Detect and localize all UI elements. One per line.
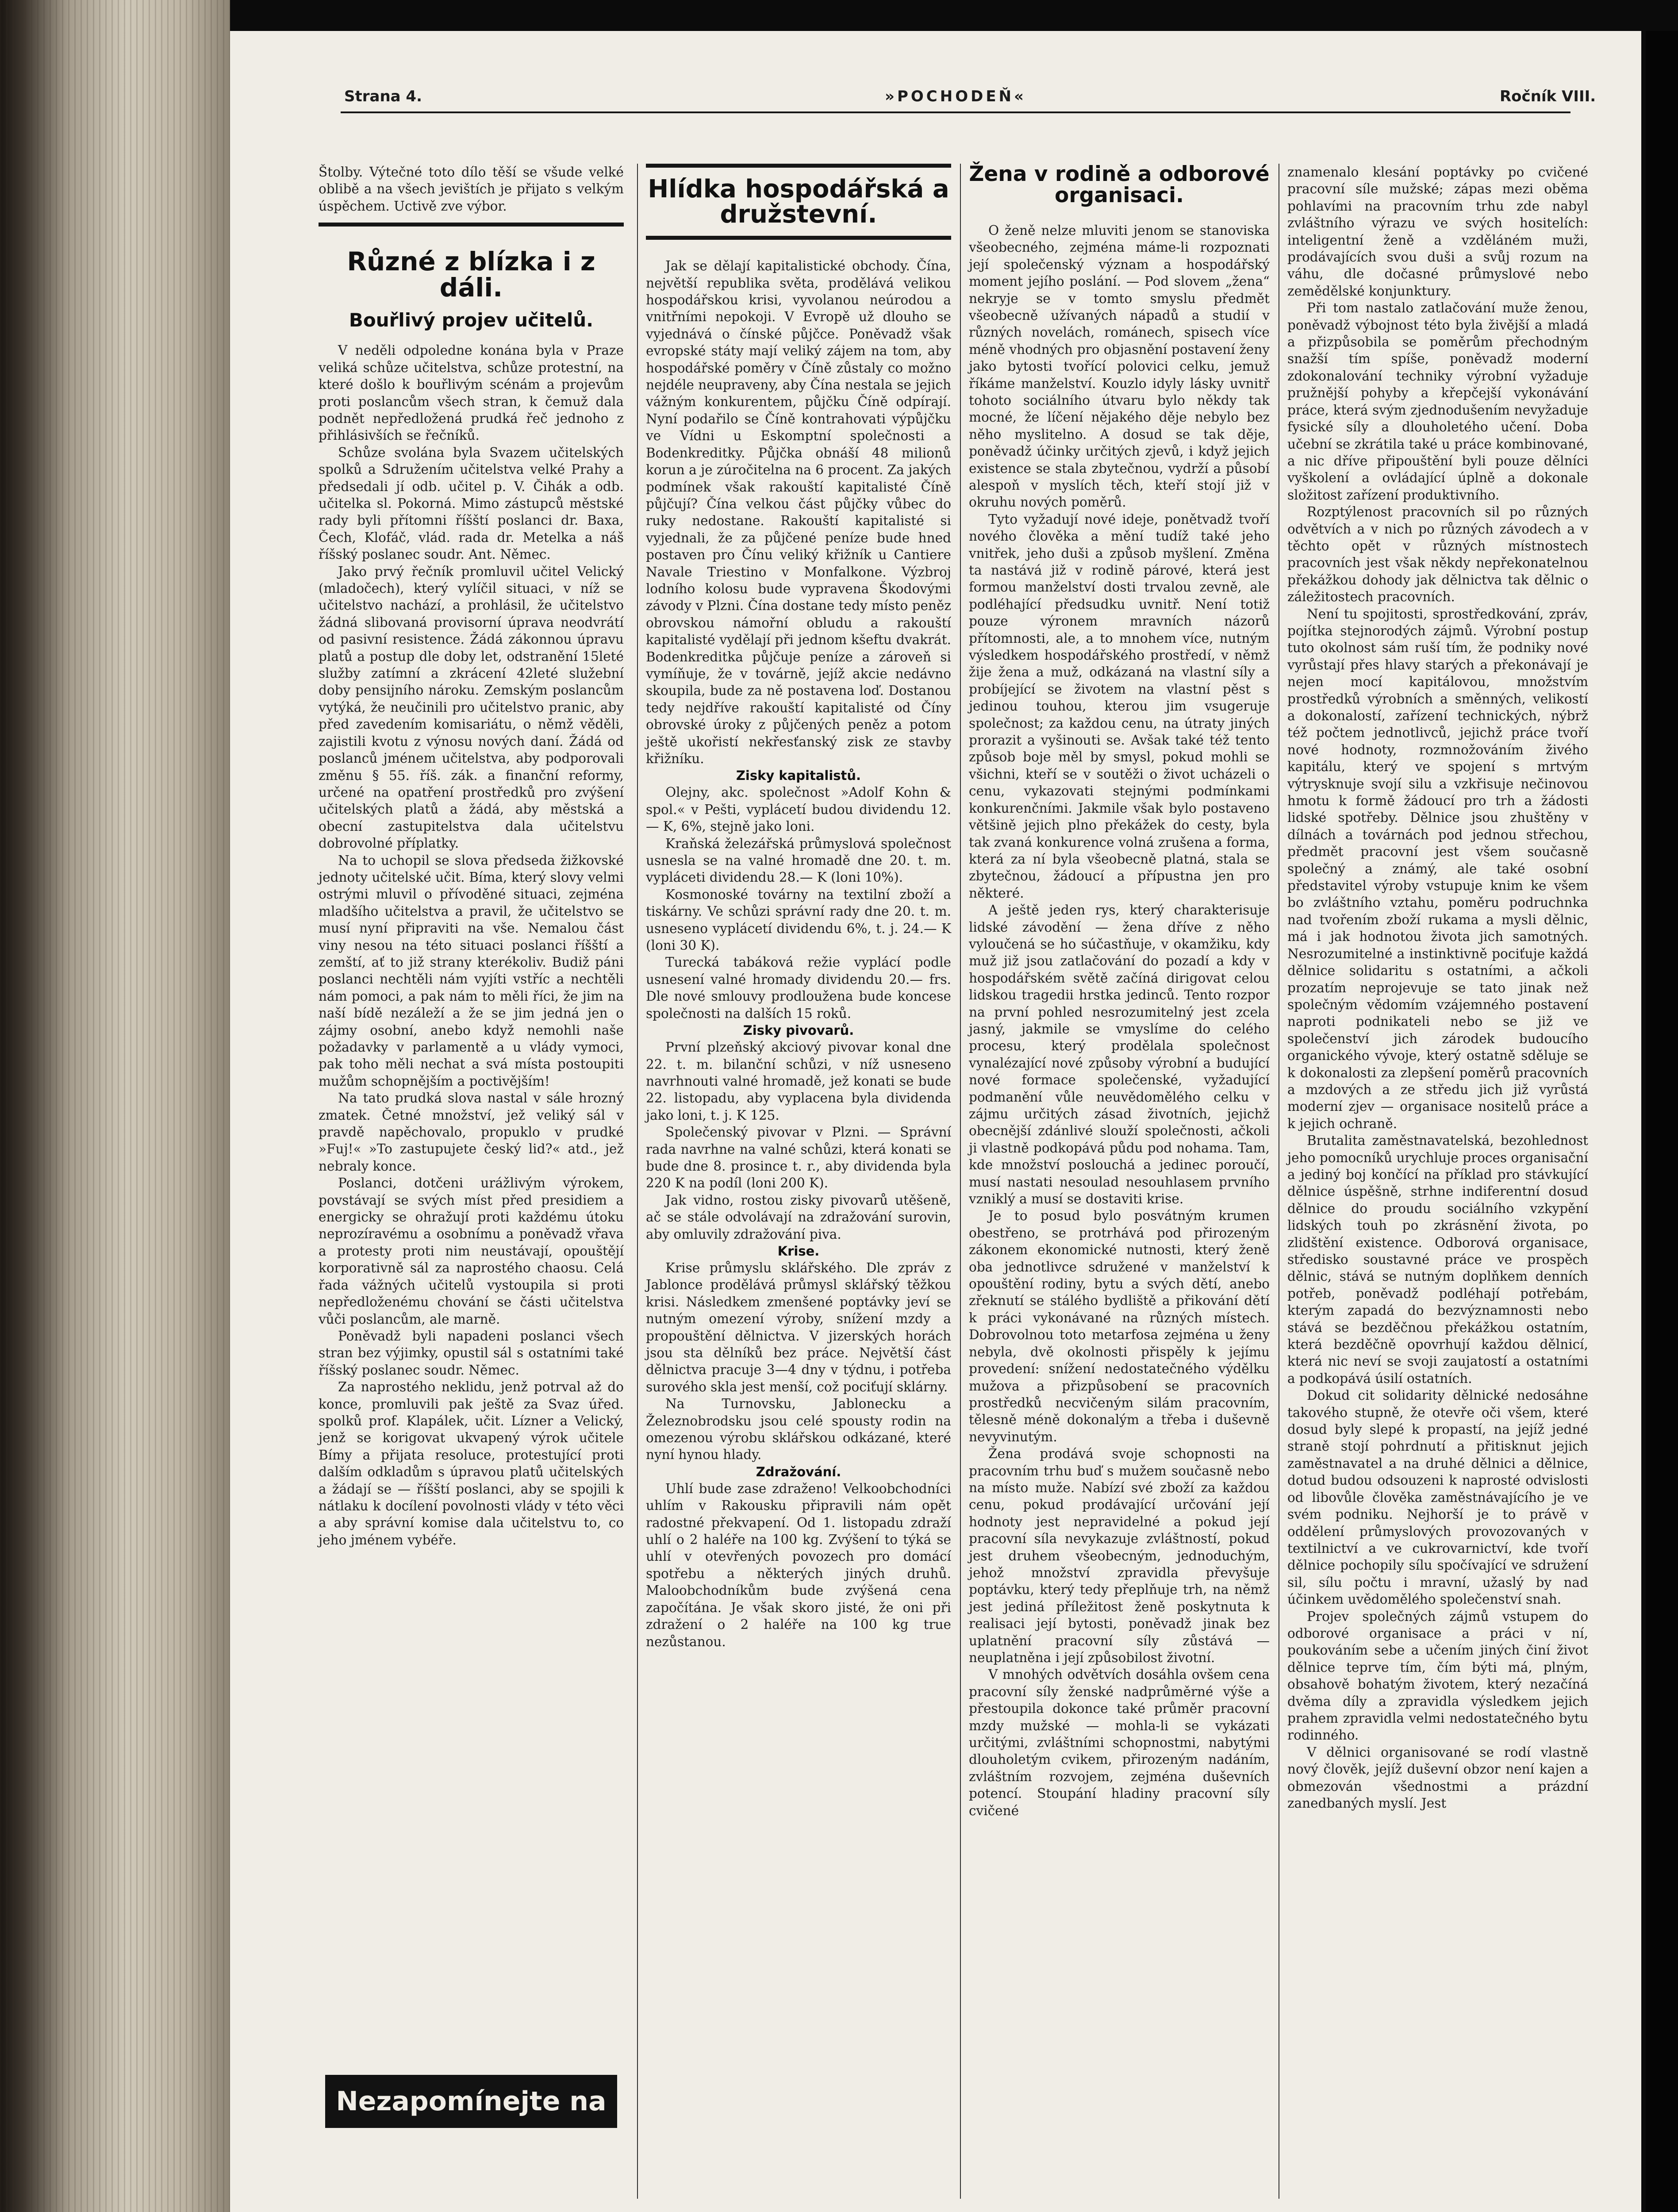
paragraph: Na to uchopil se slova předseda žižkovské jednoty učitelské učit. Bíma, který slovy velmi ostrými mluvil o přívoděné situaci, zejména mladšího učitelstva a pravil, že učitelstvo se musí nyní připraviti na vše. Nemalou část viny nesou na této situaci poslanci říšští a zemští, ať to již strany kterékoliv. Budiž páni poslanci nechtěli nám vyjíti vstříc a nechtěli nám pomoci, a pak nám to měli říci, že jim na naší bídě nezáleží a že se jim jedná jen o zájmy osobní, anebo když nemohli naše požadavky v parlamentě a u vlády vymoci, pak toho měli nechat a svá místa postoupiti mužům schopnějším a poctivějším! — [319, 853, 624, 1089]
subheading: Zdražování. — [756, 1464, 841, 1479]
paragraph: Jak vidno, rostou zisky pivovarů utěšeně, ač se stále odvolávají na zdražování surovin, aby omluvily zdražování piva. — [646, 1192, 951, 1242]
section-rule — [646, 236, 951, 240]
paragraph: Společenský pivovar v Plzni. — Správní rada navrhne na valné schůzi, která konati se bude dne 8. prosince t. r., aby dividenda byla 220 K na podíl (loni 200 K). — [646, 1125, 951, 1191]
paragraph: A ještě jeden rys, který charakterisuje lidské závodění — žena dříve z něho vyloučená se ho súčastňuje, v okamžiku, kdy muž již jsou zatlačování do pozadí a kdy v hospodářském světě začíná dirigovat celou lidskou tragedii hrstka jedinců. Tento rozpor na první pohled nesrozumitelný jest zcela jasný, jakmile se vmyslíme do celého procesu, který prodělala společnost vynalézající nové způsoby výrobní a budující nové formace společenské, vyžadující podmanění vůle neuvědomělého celku v zájmu určitých zásad životních, jejichž obecnější zdánlivé slouží společnosti, ačkoli ji vlastně podkopává půdu pod nohama. Tam, kde množství poslouchá a jedinec poroučí, musí nastati nesoulad nesouhlasem prvního vzniklý a musí se dostaviti krise. — [969, 902, 1270, 1207]
column-2 — [646, 164, 951, 1650]
advert-banner: Nezapomínejte na milion! — [325, 2075, 617, 2128]
paragraph: První plzeňský akciový pivovar konal dne 22. t. m. bilanční schůzi, v níž usneseno navrhnouti valné hromadě, jež konati se bude 22. listopadu, aby vyplacena byla dividenda jako loni, t. j. K 125. — [646, 1040, 951, 1123]
paragraph: Krise průmyslu sklářského. Dle zpráv z Jablonce prodělává průmysl sklářský těžkou krisi. Následkem zmenšené poptávky jeví se nutným omezení výroby, snížení mzdy a propouštění dělnictva. V jizerských horách jsou sta dělníků bez práce. Největší část dělnictva pracuje 3—4 dny v týdnu, i potřeba surového skla jest menší, což pociťují sklárny. — [646, 1260, 951, 1394]
header-rule — [341, 111, 1570, 113]
paragraph: Kosmonoské továrny na textilní zboží a tiskárny. Ve schůzi správní rady dne 20. t. m. usneseno vyplácetí dividendu 6%, t. j. 24.— K (loni 30 K). — [646, 887, 951, 953]
paragraph: V dělnici organisované se rodí vlastně nový člověk, jejíž duševní obzor není kajen a obmezován všednostmi a prázdní zanedbaných myslí. Jest — [1287, 1744, 1588, 1811]
section-rule — [319, 223, 624, 227]
column-rule — [637, 164, 638, 2199]
paragraph: Uhlí bude zase zdraženo! Velkoobchodníci uhlím v Rakousku připravili nám opět radostné překvapení. Od 1. listopadu zdraží uhlí o 2 haléře na 100 kg. Zvýšení to týká se uhlí v otevřených povozech pro domácí spotřebu a některých jiných druhů. Maloobchodníkům bude zvýšená cena započítána. Je však skoro jisté, že oni při zdražení o 2 haléře na 100 kg true nezůstanou. — [646, 1481, 951, 1649]
paragraph: Olejny, akc. společnost »Adolf Kohn & spol.« v Pešti, vyplácetí budou dividendu 12.— K, 6%, stejně jako loni. — [646, 785, 951, 834]
paragraph: Projev společných zájmů vstupem do odborové organisace a práci v ní, poukováním sebe a učením jiných činí život dělnice teprve tím, čím býti má, plným, obsahově bohatým životem, který nezačíná dvěma díly a zpravidla výsledkem jejich prahem zpravidla velmi nedostatečného bytu rodinného. — [1287, 1609, 1588, 1743]
paragraph: Poslanci, dotčeni urážlivým výrokem, povstávají se svých míst před presidiem a energicky se ohražují proti každému útoku neprozíravému a osobnímu a poněvadž vřava a protesty proti nim neustávají, opouštějí korporativně sál za naprostého chaosu. Celá řada vážných učitelů vystoupila si proti nepředloženému chování se části učitelstva vůči poslancům, ale marně. — [319, 1175, 624, 1327]
closing-paragraph: Štolby. Výtečné toto dílo těší se všude velké oblibě a na všech jevištích je přijato s velkým úspěchem. Uctivě zve výbor. — [319, 165, 624, 214]
volume-number: Ročník VIII. — [1500, 88, 1596, 105]
paragraph: O ženě nelze mluviti jenom se stanoviska všeobecného, zejména máme-li rozpoznati její společenský význam a hospodářský moment jejího poslání. — Pod slovem „žena“ nekryje se v tomto smyslu předmět všeobecně užívaných nápadů a studií v různých novelách, románech, spisech více méně vhodných pro objasnění postavení ženy jako bytosti tvořící polovici celku, jemuž říkáme manželství. Kouzlo idyly lásky uvnitř tohoto sociálního útvaru bylo někdy tak mocné, že líčení nějakého děje nebylo bez něho myslitelno. A dosud se tak děje, poněvadž účinky určitých zjevů, i když jejich existence se stala zbytečnou, vydrží a působí alespoň v myslích těch, kteří stojí již v okruhu nových poměrů. — [969, 223, 1270, 510]
paragraph: Na Turnovsku, Jablonecku a Železnobrodsku jsou celé spousty rodin na omezenou výrobu sklářskou odkázané, které nyní hynou hlady. — [646, 1396, 951, 1463]
paragraph: V neděli odpoledne konána byla v Praze veliká schůze učitelstva, schůze protestní, na které došlo k bouřlivým scénám a projevům proti poslancům všech stran, k čemuž dala podnět nepředložená prudká řeč jednoho z přihlásivších se řečníků. — [319, 343, 624, 443]
paragraph: Rozptýlenost pracovních sil po různých odvětvích a v nich po různých závodech a v těchto opět v různých místnostech pracovních jest však někdy nepřekonatelnou překážkou dohody jak dělnictva tak dělnic o záležitostech pracovních. — [1287, 504, 1588, 605]
column-4 — [1287, 164, 1588, 1812]
paragraph: Při tom nastalo zatlačování muže ženou, poněvadž výbojnost této byla živější a mladá a přizpůsobila se poměrům přechodným snažší tím spíše, poněvadž moderní zdokonalování techniky výrobní vyžaduje pružnější pohyby a křepčejší vykonávání práce, která svým zjednodušením nevyžaduje fysické síly a dlouholetého učení. Doba učební se zkrátila také u práce kombinované, a nic dříve připouštění byli pouze dělníci vyškolení a ovládající úplně a dokonale složitost zařízení produktivního. — [1287, 300, 1588, 503]
section-rule — [646, 164, 951, 168]
paragraph: Je to posud bylo posvátným krumen obestřeno, se protrhává pod přirozeným zákonem ekonomické nutnosti, který ženě oba jednotlivce sdružené v manželství k opouštění rodiny, bytu a svých dětí, anebo zřeknutí se stálého bydliště a přikování dětí k práci vykonávané na různých místech. Dobrovolnou toto metarfosa zejména u ženy nebyla, dvě okolnosti přispěly k jejímu provedení: snížení nedostatečného výdělku mužova a přizpůsobení se pracovních prostředků necvičeným silám pracovním, tělesně méně dokonalým a třeba i duševně nevyvinutým. — [969, 1208, 1270, 1444]
paragraph: Není tu spojitosti, sprostředkování, zpráv, pojítka stejnorodých zájmů. Výrobní postup tuto okolnost sám ruší tím, že podniky nové vyrůstají přes hlavy starých a překonávají je nejen mocí kapitálovou, množstvím prostředků výrobních a směnných, velikostí a dokonalostí, zařízení technických, nýbrž též počtem jednotlivců, jejichž práce tvoří nové hodnoty, rozmnožováním živého kapitálu, který ve spojení s mrtvým výtrysknuje svojí silu a vzkřisuje nečinovou hmotu k formě žádoucí pro trh a žádosti lidské spotřeby. Dělnice jsou zhuštěny v dílnách a továrnách pod jednou střechou, předmět pracovní jest všem současně společný a známý, ale také osobní představitel výroby vstupuje knim ke všem bo zvláštního vztahu, poměru podruchnka nad tvořením zboží rukama a mysli dělnic, má i jak hodnotou života jich samotných. Nesrozumitelné a instinktivně pociťuje každá dělnice solidaritu s ostatními, a ačkoli prozatím neprojevuje se tato jinak než společným vědomím vzájemného postavení naproti podnikateli nebo se již ve společenství jich zárodek budoucího organického vývoje, který ostatně sděluje se k dokonalosti za zlepšení poměrů pracovních a mzdových a ze středu jich již vyrůstá moderní zjev — organisace nositelů práce a k jejich ochraně. — [1287, 606, 1588, 1131]
paragraph: Žena prodává svoje schopnosti na pracovním trhu buď s mužem současně nebo na místo muže. Nabízí své zboží za každou cenu, pokud prodávající určování její hodnoty jest nepravidelné a pokud její pracovní síla nevykazuje zvláštností, pokud jest druhem všeobecným, jednoduchým, jehož množství zpravidla převyšuje poptávku, který tedy přeplňuje trh, na němž jest jediná příležitost ženě poskytnuta k realisaci její bytosti, poněvadž jinak bez uplatnění pracovní síly zůstává — neuplatněna i její způsobilost životní. — [969, 1446, 1270, 1665]
article-headline: Hlídka hospodářská a družstevní. — [648, 175, 949, 229]
paragraph: Brutalita zaměstnavatelská, bezohlednost jeho pomocníků urychluje proces organisační a jediný boj končící na příklad pro stávkující dělnice úspěšně, strhne indiferentní dosud dělnice do proudu sociálního vzkypění lidských touh po zkrásnění života, po zlidštění existence. Odborová organisace, středisko soustavné práce ve prospěch dělnic, stává se nutným doplňkem denních potřeb, poněvadž podléhají potřebám, kterým zapadá do bezvýznamnosti nebo stává se bezděčnou překážkou ostatním, která bezděčně opovrhují každou dělnicí, která nic neví se svoji zaujatostí a ostatními a podkopává úsilí ostatních. — [1287, 1133, 1588, 1386]
paragraph: Jako prvý řečník promluvil učitel Velický (mladočech), který vylíčil situaci, v níž se učitelstvo nachází, a prohlásil, že učitelstvo žádná slibovaná provisorní úprava neodvrátí od pasivní resistence. Žádá zákonnou úpravu platů a postup dle doby let, odstranění 15leté služby zatímní a zkrácení 42leté služební doby pensijního nároku. Zemským poslancům vytýká, že neučinili pro učitelstvo pranic, aby před zavedením komisariátu, o němž věděli, zajistili kvotu z výnosu nových daní. Žádá od poslanců jménem učitelstva, aby podporovali změnu § 55. říš. zák. a finanční reformy, určené na opatření prostředků pro zvýšení učitelských platů a žádá, aby městská a obecní zastupitelstva dala učitelstvu dobrovolné příplatky. — [319, 564, 624, 851]
article-headline: Bouřlivý projev učitelů. — [349, 309, 594, 331]
paragraph: Za naprostého neklidu, jenž potrval až do konce, promluvili pak ještě za Svaz úřed. spolků prof. Klapálek, učit. Lízner a Velický, jenž se korigovat ukvapený výrok učitele Bímy a přijata resoluce, protestující proti dalším odkladům s úpravou platů učitelských a žádají se — říšští poslanci, aby se spojili k nátlaku k docílení povolnosti vlády v této věci a aby správní komise dala učitelstvu to, co jeho jménem vybéře. — [319, 1379, 624, 1548]
subheading: Krise. — [777, 1243, 820, 1259]
column-rule — [960, 164, 961, 2199]
paragraph: Na tato prudká slova nastal v sále hrozný zmatek. Četné množství, jež veliký sál v pravdě napěchovalo, propuklo v prudké »Fuj!« »To zastupujete český lid?« atd., jež nebraly konce. — [319, 1091, 624, 1174]
subheading: Zisky pivovarů. — [743, 1023, 854, 1038]
paragraph: Dokud cit solidarity dělnické nedosáhne takového stupně, že otevře oči všem, které dosud byly slepé k propastí, na jejíž jedné straně stojí pohrdnutí a přitisknut jejich zaměstnavatel a na druhé dělnici a dělnice, dotud budou odsouzeni k naprosté odvislosti od libovůle člověka zaměstnávajícího je ve svém podniku. Nejhorší je to právě v oddělení průmyslových provozovaných v textilnictví a ve cukrovarnictví, kde tvoří dělnice pochopily sílu spočívající ve sdružení sil, sílu počtu i mravní, užaslý by nad účinkem uvědomělého společenství snah. — [1287, 1388, 1588, 1607]
subheading: Zisky kapitalistů. — [736, 768, 861, 783]
paragraph: Kraňská železářská průmyslová společnost usnesla se na valné hromadě dne 20. t. m. vypláceti dividendu 28.— K (loni 10%). — [646, 836, 951, 885]
page-number: Strana 4. — [344, 88, 422, 105]
column-1 — [319, 164, 624, 1548]
paragraph: Tyto vyžadují nové ideje, ponětvadž tvoří nového člověka a mění tudíž také jeho vnitřek, jeho duši a způsob myšlení. Změna ta nastává již v rodině párové, která jest formou manželství dosti trvalou zevně, ale podléhající předsudku uvnitř. Není totiž pouze výronem mravních názorů přítomnosti, ale, a to mnohem více, nutným výsledkem hospodářského prostředí, v němž žije žena a muž, odkázaná na vlastní síly a probíjející se životem na vlastní pěst s jedinou touhou, kterou jim vsugeruje společnost; za každou cenu, na útraty jiných prorazit a vyšinouti se. Avšak také též tento způsob boje měl by smysl, pokud mohli se všichni, kteří se v soutěži o život ucházeli o cenu, vykazovati stejnými podmínkami konkurenčními. Jakmile však bylo postaveno většině jejich plno překážek do cesty, byla tak zvaná konkurence volná zrušena a forma, která za ní byla všeobecně platná, stala se zbytečnou, žádoucí a přípustna jen pro některé. — [969, 511, 1270, 901]
section-heading: Různé z blízka i z dáli. — [347, 246, 595, 303]
paragraph: Poněvadž byli napadeni poslanci všech stran bez výjimky, opustil sál s ostatními také říšský poslanec soudr. Němec. — [319, 1328, 624, 1378]
book-binding — [0, 0, 230, 2212]
column-3 — [969, 164, 1270, 1819]
paragraph: Schůze svolána byla Svazem učitelských spolků a Sdružením učitelstva velké Prahy a předsedali jí odb. učitel p. V. Čihák a odb. učitelka sl. Pokorná. Mimo zástupců městské rady byli přítomni říšští poslanci dr. Baxa, Čech, Klofáč, vlád. rada dr. Metelka a náš říšský poslanec soudr. Ant. Němec. — [319, 445, 624, 562]
paragraph: Turecká tabáková režie vyplácí podle usnesení valné hromady dividendu 20.— frs. Dle nové smlouvy prodloužena bude koncese společnosti na dalších 15 roků. — [646, 955, 951, 1021]
article-headline: Žena v rodině a odborové organisaci. — [969, 162, 1270, 207]
paragraph: V mnohých odvětvích dosáhla ovšem cena pracovní síly ženské nadprůměrné výše a přestoupila dokonce také průměr pracovní mzdy mužské — mohla-li se vykázati určitými, zvláštními schopnostmi, nabytými dlouholetým cvikem, přirozeným nadáním, zvláštním rozvojem, zejména duševních potencí. Stoupání hladiny pracovní síly cvičené — [969, 1667, 1270, 1818]
paragraph: znamenalo klesání poptávky po cvičené pracovní síle mužské; zápas mezi oběma pohlavími na pracovním trhu zde nabyl zvláštního výrazu ve svých hositelích: inteligentní ženě a vzděláném muži, prodávajících svou duši a svůj rozum na váhu, dle dočasné průmyslové nebo zemědělské konjunktury. — [1287, 165, 1588, 299]
paragraph: Jak se dělají kapitalistické obchody. Čína, největší republika světa, prodělává velikou hospodářskou krisi, vyvolanou neúrodou a vnitřními nepokoji. V Evropě už dlouho se vyjednává o čínské půjčce. Poněvadž však evropské státy mají veliký zájem na tom, aby hospodářské poměry v Číně zůstaly co možno nejdéle neupraveny, aby Čína nestala se jejich vážným konkurentem, půjčku Číně odpírají. Nyní podařilo se Číně kontrahovati výpůjčku ve Vídni u Eskomptní společnosti a Bodenkreditky. Půjčka obnáší 48 milionů korun a je zúročitelna na 6 procent. Za jakých podmínek však rakouští kapitalisté Číně půjčují? Čína velkou část půjčky vůbec do ruky nedostane. Rakouští kapitalisté si vyjednali, že za půjčené peníze bude hned postaven pro Čínu veliký křižník u Cantiere Navale Triestino v Monfalkone. Výzbroj lodního kolosu bude vypravena Škodovými závody v Plzni. Čína dostane tedy místo peněz obrovskou námořní obludu a rakouští kapitalisté vydělají při jednom kšeftu dvakrát. Bodenkreditka půjčuje peníze a zároveň si vymíňuje, že v továrně, jejíž akcie nedávno skoupila, bude za ně postavena loď. Dostanou tedy nejdříve rakouští kapitalisté od Číny obrovské úroky z půjčených peněz a potom ještě ukořistí nekřesťanský zisk ze stavby křižníku. — [646, 258, 951, 766]
newspaper-page — [230, 31, 1641, 2212]
newspaper-title: »POCHODEŇ« — [885, 88, 1026, 105]
scan-edge — [1646, 31, 1678, 2212]
